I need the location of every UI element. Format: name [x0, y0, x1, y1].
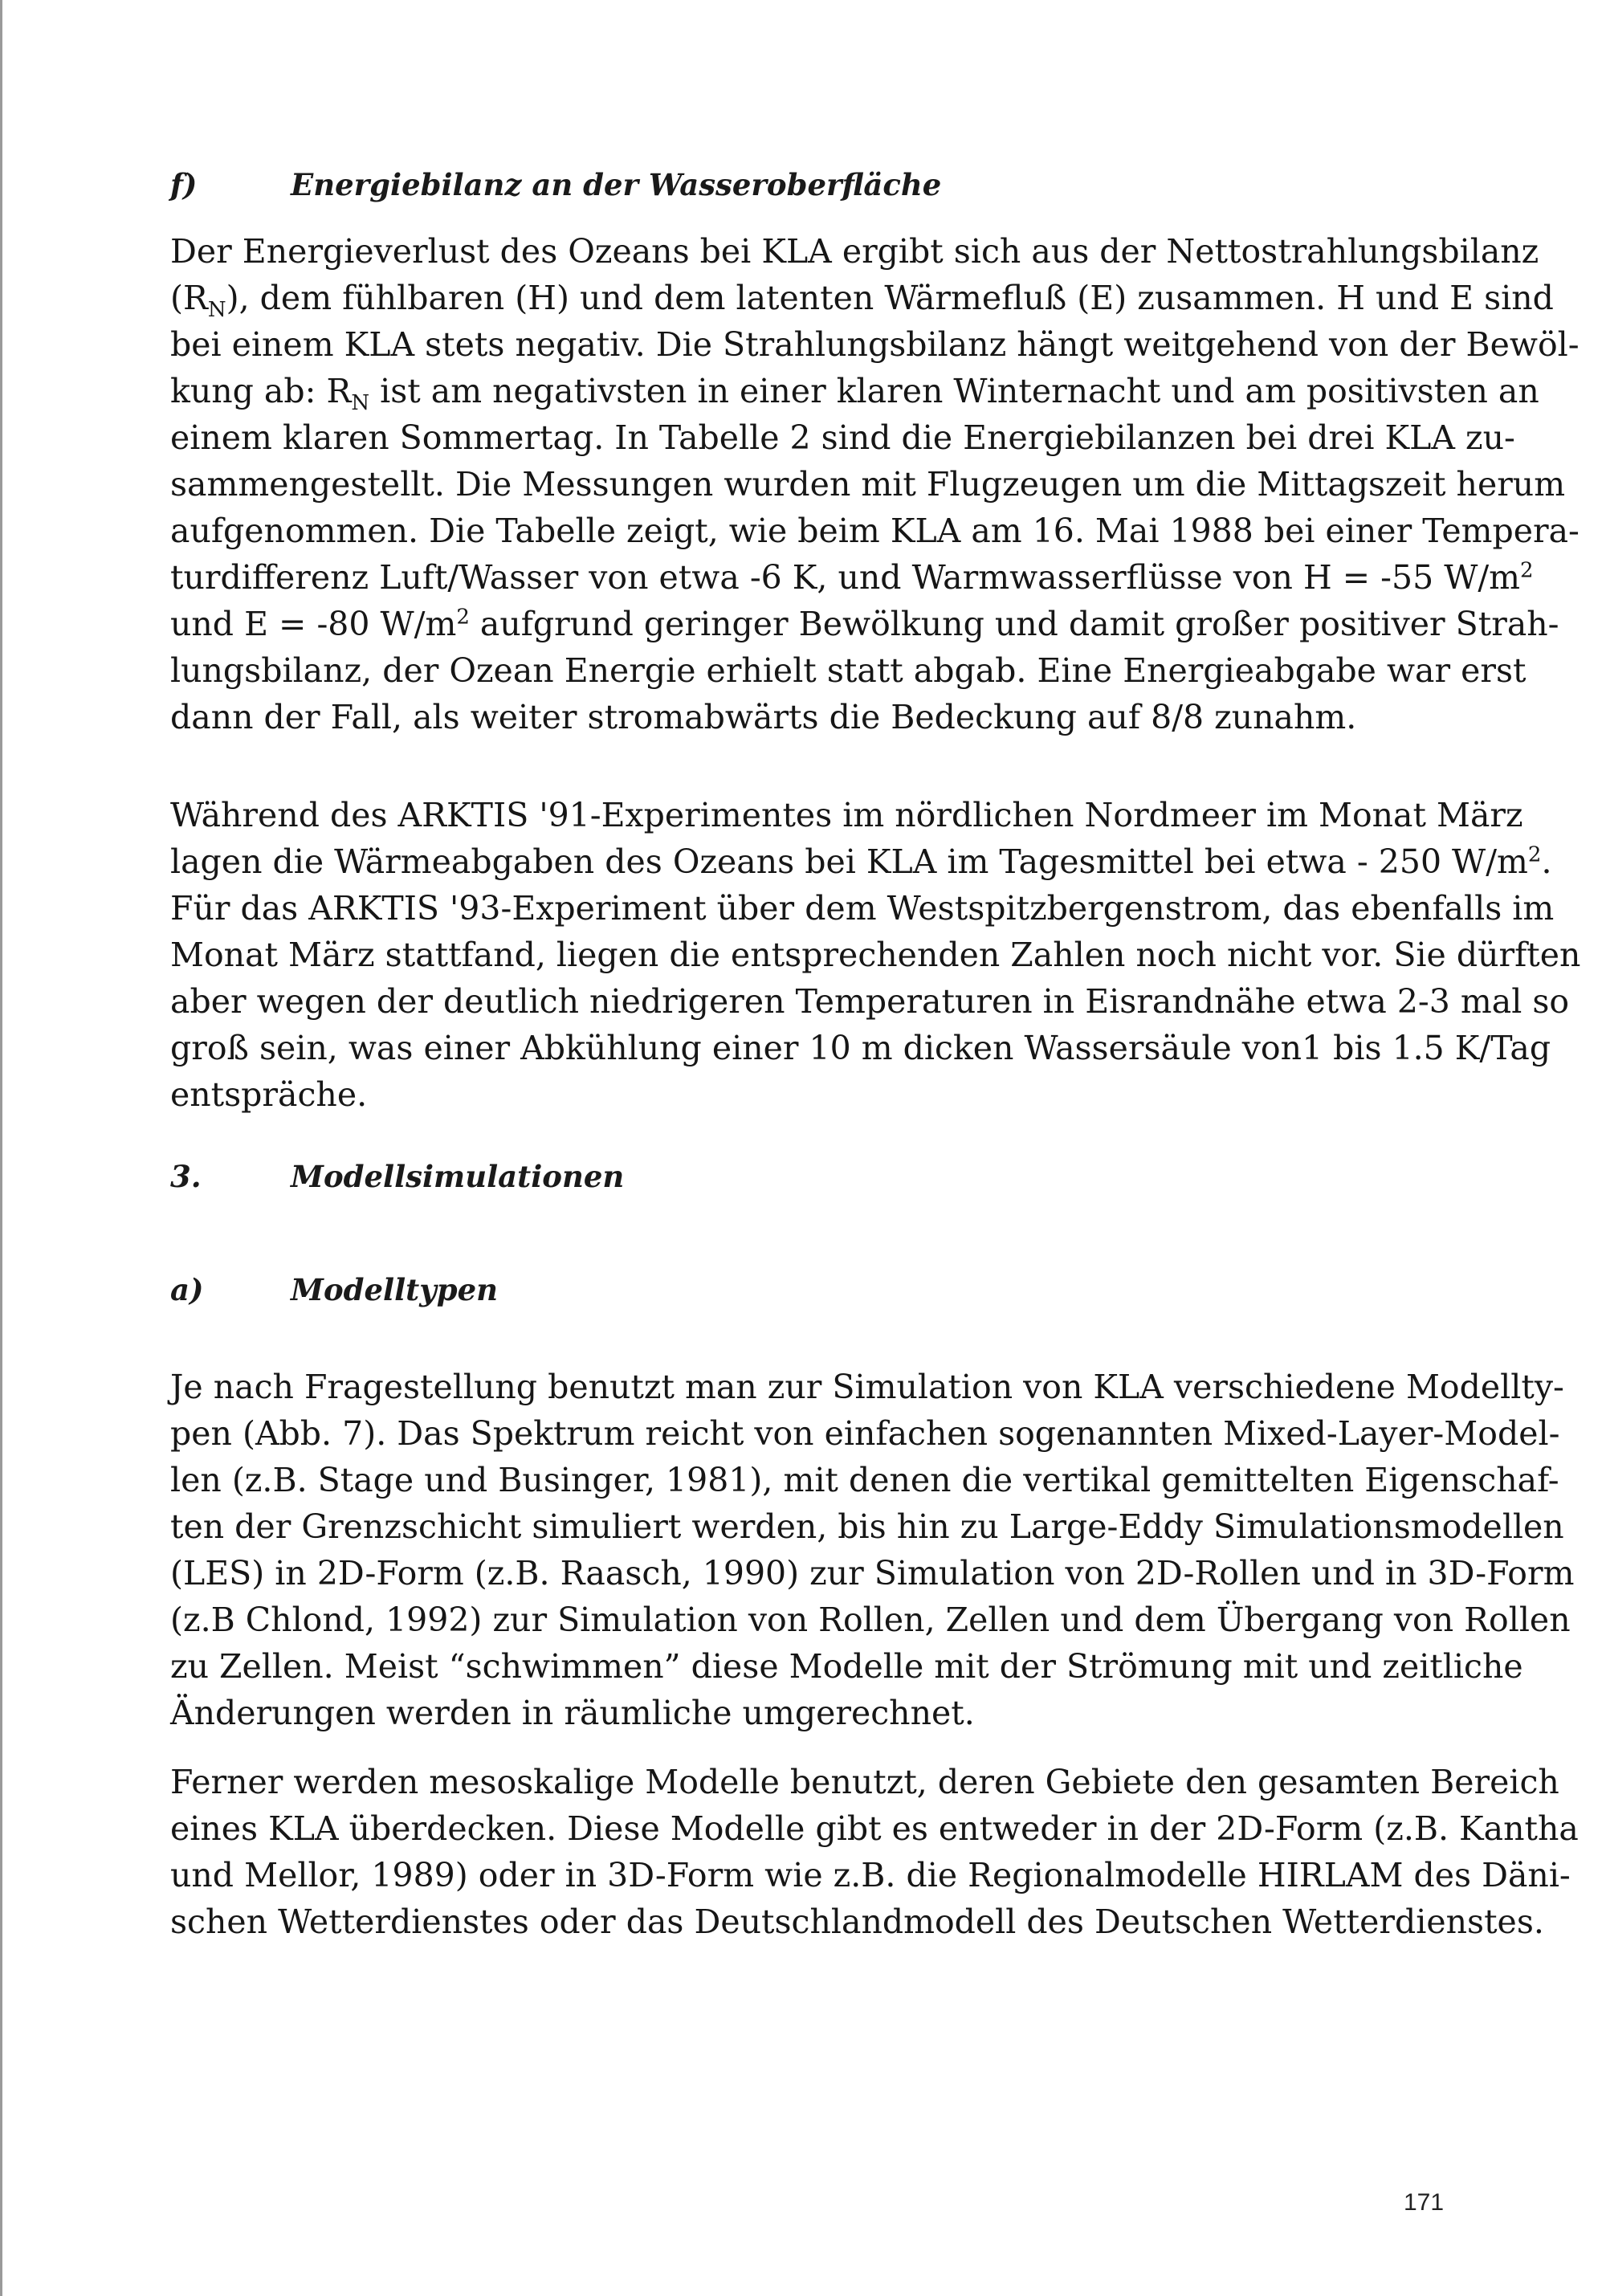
text-line: eines KLA überdecken. Diese Modelle gibt es entweder in der 2D-Form (z.B. Kantha	[170, 1809, 1579, 1848]
text-line: aufgenommen. Die Tabelle zeigt, wie beim KLA am 16. Mai 1988 bei einer Tempera-	[170, 512, 1580, 550]
text-line: entspräche.	[170, 1075, 368, 1114]
paragraph-arktis	[170, 792, 1581, 1118]
text-line: Monat März stattfand, liegen die entsprechenden Zahlen noch nicht vor. Sie dürften	[170, 936, 1581, 974]
text-line: Änderungen werden in räumliche umgerechnet.	[170, 1694, 975, 1732]
text-line: Für das ARKTIS '93-Experiment über dem Westspitzbergenstrom, das ebenfalls im	[170, 889, 1555, 928]
text-line: groß sein, was einer Abkühlung einer 10 m dicken Wassersäule von1 bis 1.5 K/Tag	[170, 1029, 1551, 1067]
text-line: dann der Fall, als weiter stromabwärts die Bedeckung auf 8/8 zunahm.	[170, 698, 1357, 736]
section-heading-3	[170, 1159, 624, 1194]
text-line: (LES) in 2D-Form (z.B. Raasch, 1990) zur Simulation von 2D-Rollen und in 3D-Form	[170, 1554, 1575, 1593]
page-number: 171	[1404, 2189, 1445, 2216]
section-number: a)	[170, 1272, 204, 1307]
text-line: sammengestellt. Die Messungen wurden mit Flugzeugen um die Mittagszeit herum	[170, 465, 1566, 504]
text-line: $(R_N)$, dem fühlbaren (H) und dem latenten Wärmefluß (E) zusammen. H und E sind	[170, 279, 1554, 323]
text-line: schen Wetterdienstes oder das Deutschlandmodell des Deutschen Wetterdienstes.	[170, 1902, 1544, 1941]
section-number: 3.	[170, 1159, 202, 1194]
section-title: Energiebilanz an der Wasseroberfläche	[291, 167, 942, 202]
text-line: len (z.B. Stage und Businger, 1981), mit denen die vertikal gemittelten Eigenschaf-	[170, 1461, 1559, 1499]
text-line: pen (Abb. 7). Das Spektrum reicht von einfachen sogenannten Mixed-Layer-Model-	[170, 1414, 1560, 1453]
text-line: turdifferenz Luft/Wasser von etwa -6 K, und Warmwasserflüsse von H = -55 $W/m^2$	[170, 558, 1534, 597]
text-line: kung ab: $R_N$ ist am negativsten in einer klaren Winternacht und am positivsten an	[170, 372, 1539, 416]
section-title: Modellsimulationen	[291, 1159, 625, 1194]
text-line: und E = -80 $W/m^2$ aufgrund geringer Bewölkung und damit großer positiver Strah-	[170, 605, 1559, 643]
text-line: zu Zellen. Meist “schwimmen” diese Modelle mit der Strömung mit und zeitliche	[170, 1647, 1523, 1686]
text-line: lagen die Wärmeabgaben des Ozeans bei KLA im Tagesmittel bei etwa - 250 $W/m^2$.	[170, 842, 1552, 881]
text-line: Je nach Fragestellung benutzt man zur Simulation von KLA verschiedene Modellty-	[170, 1368, 1564, 1406]
text-line: einem klaren Sommertag. In Tabelle 2 sind die Energiebilanzen bei drei KLA zu-	[170, 418, 1515, 457]
text-line: bei einem KLA stets negativ. Die Strahlungsbilanz hängt weitgehend von der Bewöl-	[170, 325, 1580, 364]
text-line: aber wegen der deutlich niedrigeren Temperaturen in Eisrandnähe etwa 2-3 mal so	[170, 982, 1570, 1021]
section-heading-f	[170, 167, 941, 202]
text-line: Der Energieverlust des Ozeans bei KLA ergibt sich aus der Nettostrahlungsbilanz	[170, 232, 1539, 271]
scan-edge	[0, 0, 2, 2296]
text-line: Während des ARKTIS '91-Experimentes im nördlichen Nordmeer im Monat März	[170, 796, 1523, 834]
text-line: und Mellor, 1989) oder in 3D-Form wie z.B. die Regionalmodelle HIRLAM des Däni-	[170, 1856, 1571, 1894]
section-title: Modelltypen	[291, 1272, 499, 1307]
text-line: ten der Grenzschicht simuliert werden, bis hin zu Large-Eddy Simulationsmodellen	[170, 1507, 1564, 1546]
paragraph-energy-balance	[170, 228, 1580, 740]
paragraph-model-types	[170, 1364, 1575, 1736]
text-line: (z.B Chlond, 1992) zur Simulation von Rollen, Zellen und dem Übergang von Rollen	[170, 1601, 1571, 1639]
text-line: Ferner werden mesoskalige Modelle benutzt, deren Gebiete den gesamten Bereich	[170, 1763, 1559, 1801]
section-number: f)	[170, 167, 198, 202]
text-line: lungsbilanz, der Ozean Energie erhielt statt abgab. Eine Energieabgabe war erst	[170, 651, 1527, 690]
section-heading-a	[170, 1272, 498, 1307]
paragraph-mesoscale-models	[170, 1759, 1579, 1945]
